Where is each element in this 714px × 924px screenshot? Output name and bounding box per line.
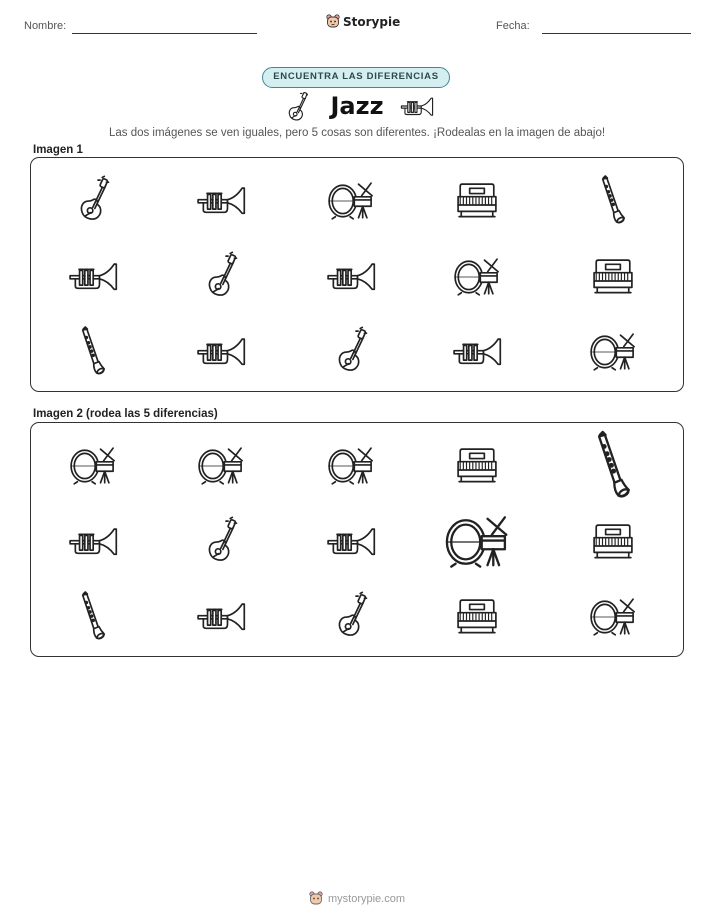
image2-drums-icon[interactable] (53, 430, 133, 500)
image2-drums-icon[interactable] (181, 430, 261, 500)
image1-drums-icon (573, 316, 653, 386)
activity-badge: ENCUENTRA LAS DIFERENCIAS (262, 67, 450, 88)
storypie-logo (326, 14, 400, 29)
image2-guitar-icon[interactable] (181, 506, 261, 576)
date-label: Fecha: (496, 20, 530, 32)
image2-trumpet-icon[interactable] (181, 581, 261, 651)
image1-guitar-icon (181, 241, 261, 311)
image1-piano-icon (573, 241, 653, 311)
image1-guitar-icon (311, 316, 391, 386)
name-label: Nombre: (24, 20, 67, 32)
image2-drums-icon[interactable] (437, 506, 517, 576)
image2-panel[interactable] (30, 422, 684, 657)
image1-piano-icon (437, 165, 517, 235)
image1-panel (30, 157, 684, 392)
image1-trumpet-icon (311, 241, 391, 311)
image2-piano-icon[interactable] (437, 430, 517, 500)
image2-trumpet-icon[interactable] (53, 506, 133, 576)
storypie-mascot-icon (326, 14, 340, 29)
image1-trumpet-icon (53, 241, 133, 311)
image1-trumpet-icon (181, 165, 261, 235)
image1-clarinet-icon (573, 165, 653, 235)
image2-piano-icon[interactable] (573, 506, 653, 576)
storypie-mascot-icon (309, 891, 323, 906)
name-line[interactable] (72, 33, 257, 34)
image2-drums-icon[interactable] (573, 581, 653, 651)
date-line[interactable] (542, 33, 691, 34)
image2-piano-icon[interactable] (437, 581, 517, 651)
instructions: Las dos imágenes se ven iguales, pero 5 cosas son diferentes. ¡Rodealas en la imagen de abajo! (108, 127, 606, 139)
image1-guitar-icon (53, 165, 133, 235)
image1-clarinet-icon (53, 316, 133, 386)
footer-url: mystorypie.com (327, 892, 406, 905)
page-title: Jazz (330, 92, 384, 120)
image1-label: Imagen 1 (33, 144, 83, 156)
image1-drums-icon (311, 165, 391, 235)
image2-guitar-icon[interactable] (311, 581, 391, 651)
image1-trumpet-icon (181, 316, 261, 386)
image1-trumpet-icon (437, 316, 517, 386)
image2-clarinet-icon[interactable] (53, 581, 133, 651)
image2-label: Imagen 2 (rodea las 5 diferencias) (33, 408, 218, 420)
image2-drums-icon[interactable] (311, 430, 391, 500)
image2-clarinet-icon[interactable] (573, 430, 653, 500)
image1-drums-icon (437, 241, 517, 311)
image2-trumpet-icon[interactable] (311, 506, 391, 576)
logo-text: Storypie (343, 14, 401, 29)
title-trumpet-icon (400, 96, 434, 121)
footer (0, 891, 714, 906)
